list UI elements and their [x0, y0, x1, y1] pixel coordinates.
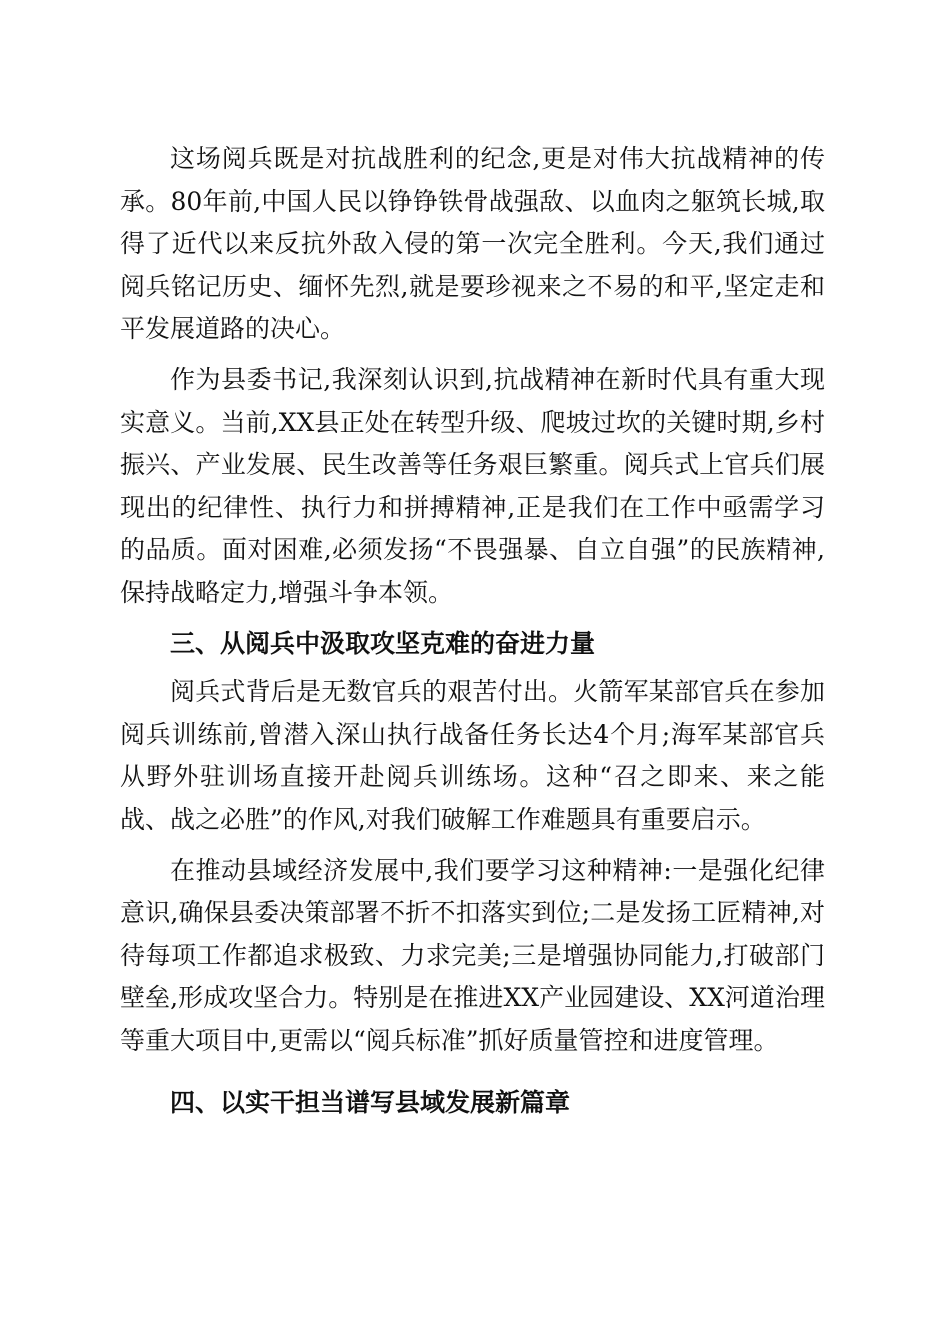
section-heading-four: 四、以实干担当谱写县域发展新篇章	[170, 1088, 571, 1118]
paragraph-county-development: 在推动县域经济发展中,我们要学习这种精神:一是强化纪律意识,确保县委决策部署不折不扣落实到位;二是发扬工匠精神,对待每项工作都追求极致、力求完美;三是增强协同能力,打破部门壁垒,形成攻坚合力。特别是在推进XX产业园建设、XX河道治理等重大项目中,更需以“阅兵标准”抓好质量管控和进度管理。	[120, 855, 825, 1055]
paragraph-soldiers-effort: 阅兵式背后是无数官兵的艰苦付出。火箭军某部官兵在参加阅兵训练前,曾潜入深山执行战备任务长达4个月;海军某部官兵从野外驻训场直接开赴阅兵训练场。这种“召之即来、来之能战、战之必胜”的作风,对我们破解工作难题具有重要启示。	[120, 677, 825, 834]
section-heading-three: 三、从阅兵中汲取攻坚克难的奋进力量	[170, 628, 596, 658]
document-body	[120, 138, 825, 1131]
paragraph-war-spirit-significance: 作为县委书记,我深刻认识到,抗战精神在新时代具有重大现实意义。当前,XX县正处在转型升级、爬坡过坎的关键时期,乡村振兴、产业发展、民生改善等任务艰巨繁重。阅兵式上官兵们展现出的纪律性、执行力和拼搏精神,正是我们在工作中亟需学习的品质。面对困难,必须发扬“不畏强暴、自立自强”的民族精神,保持战略定力,增强斗争本领。	[120, 364, 825, 607]
paragraph-parade-commemoration: 这场阅兵既是对抗战胜利的纪念,更是对伟大抗战精神的传承。80年前,中国人民以铮铮铁骨战强敌、以血肉之躯筑长城,取得了近代以来反抗外敌入侵的第一次完全胜利。今天,我们通过阅兵铭记历史、缅怀先烈,就是要珍视来之不易的和平,坚定走和平发展道路的决心。	[120, 144, 825, 344]
